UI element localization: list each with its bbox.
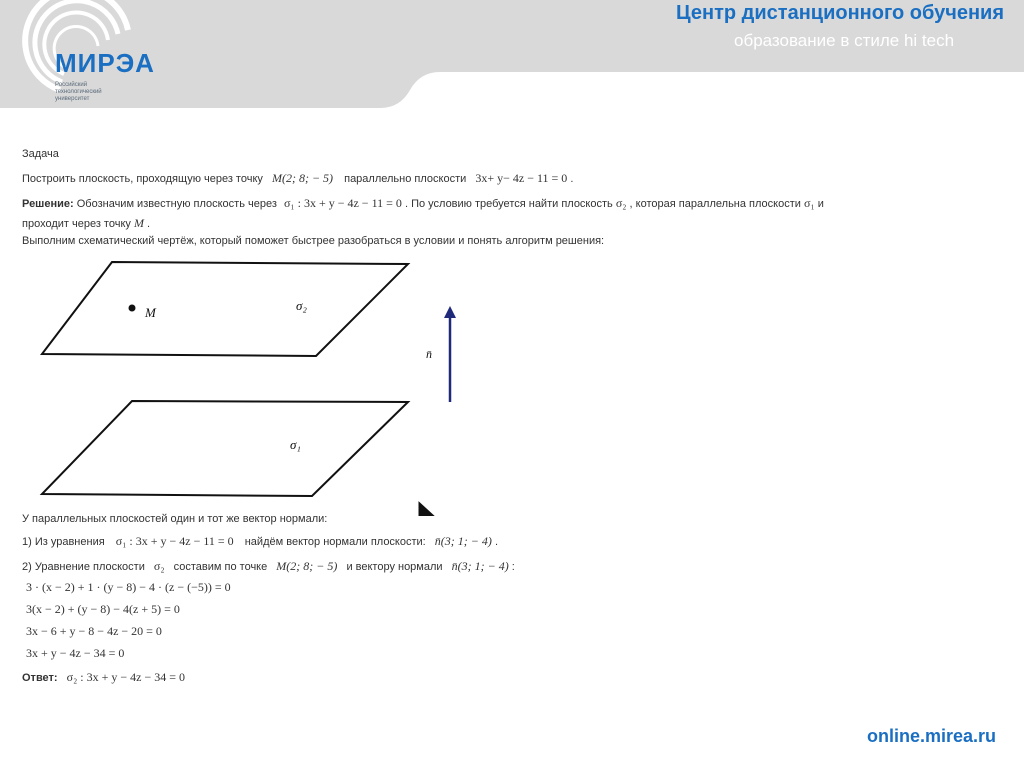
mouse-cursor-icon (418, 500, 442, 516)
step2-normal-vector: n̄(3; 1; − 4) (451, 559, 509, 573)
equation-line-2: 3(x − 2) + (y − 8) − 4(z + 5) = 0 (26, 602, 180, 616)
normal-arrow-head-icon (444, 306, 456, 318)
logo-caption-line: Российский (55, 82, 88, 88)
step2-point: M(2; 8; − 5) (276, 559, 338, 573)
header-subtitle: образование в стиле hi tech (734, 31, 955, 50)
logo-wordmark: МИРЭА (55, 48, 155, 78)
step1-normal-vector: n̄(3; 1; − 4) (434, 534, 492, 548)
point-m-formula: M(2; 8; − 5) (271, 171, 334, 185)
header-title: Центр дистанционного обучения (676, 2, 1004, 24)
mirea-logo (0, 0, 175, 110)
point-m-label: M (145, 305, 156, 320)
sigma1-equation: σ₁ : 3x + y − 4z − 11 = 0 (283, 196, 402, 210)
schematic-text: Выполним схематический чертёж, который поможет быстрее разобраться в условии и понять алгоритм решения: (22, 235, 605, 247)
statement-text: Построить плоскость, проходящую через точку (22, 173, 263, 185)
statement-text: параллельно плоскости (344, 173, 467, 185)
lower-plane (42, 401, 408, 496)
point-m-symbol: M (133, 216, 144, 230)
solution-line-2 (22, 216, 150, 231)
step2-line (22, 559, 515, 574)
step-text: . (494, 536, 499, 548)
equation-line-1: 3 · (x − 2) + 1 · (y − 8) − 4 · (z − (−5)) = 0 (26, 580, 231, 594)
answer-line (22, 670, 185, 685)
point-m-dot (129, 305, 136, 312)
solution-text: и (817, 198, 824, 210)
statement-text: . (570, 173, 574, 185)
step1-equation: σ₁ : 3x + y − 4z − 11 = 0 (115, 534, 234, 548)
equation-line-4: 3x + y − 4z − 34 = 0 (26, 646, 125, 660)
common-normal-text: У параллельных плоскостей один и тот же вектор нормали: (22, 513, 328, 525)
lower-plane-label: σ₁ (290, 437, 301, 452)
upper-plane-label: σ₂ (296, 298, 307, 313)
solution-text: , которая параллельна плоскости (629, 198, 801, 210)
step-text: составим по точке (173, 561, 268, 573)
logo-caption-line: технологический (55, 89, 102, 95)
step-text: 1) Из уравнения (22, 536, 105, 548)
sigma2-symbol: σ₂ (615, 196, 627, 210)
solution-text: проходит через точку (22, 218, 131, 230)
step-text: найдём вектор нормали плоскости: (244, 536, 426, 548)
equation-line-3: 3x − 6 + y − 8 − 4z − 20 = 0 (26, 624, 162, 638)
task-heading: Задача (22, 148, 59, 160)
solution-text: . (147, 218, 151, 230)
answer-equation: σ₂ : 3x + y − 4z − 34 = 0 (66, 670, 186, 684)
solution-line (22, 196, 824, 211)
step-text: и вектору нормали (346, 561, 443, 573)
upper-plane (42, 262, 408, 356)
step-text: : (511, 561, 515, 573)
solution-text: Обозначим известную плоскость через (76, 198, 277, 210)
logo-caption (55, 82, 135, 103)
sigma2-symbol: σ₂ (153, 559, 165, 573)
planes-figure (22, 256, 492, 516)
solution-text: . По условию требуется найти плоскость (404, 198, 613, 210)
plane-equation: 3x+ y− 4z − 11 = 0 (475, 171, 568, 185)
step-text: 2) Уравнение плоскости (22, 561, 145, 573)
step1-line (22, 534, 498, 549)
logo-caption-line: университет (55, 96, 90, 102)
normal-vector-label: n̄ (426, 347, 432, 361)
footer-site-link[interactable]: online.mirea.ru (866, 726, 996, 746)
solution-label: Решение: (22, 198, 74, 210)
sigma1-symbol: σ₁ (803, 196, 815, 210)
answer-label: Ответ: (22, 672, 58, 684)
task-statement (22, 171, 573, 186)
